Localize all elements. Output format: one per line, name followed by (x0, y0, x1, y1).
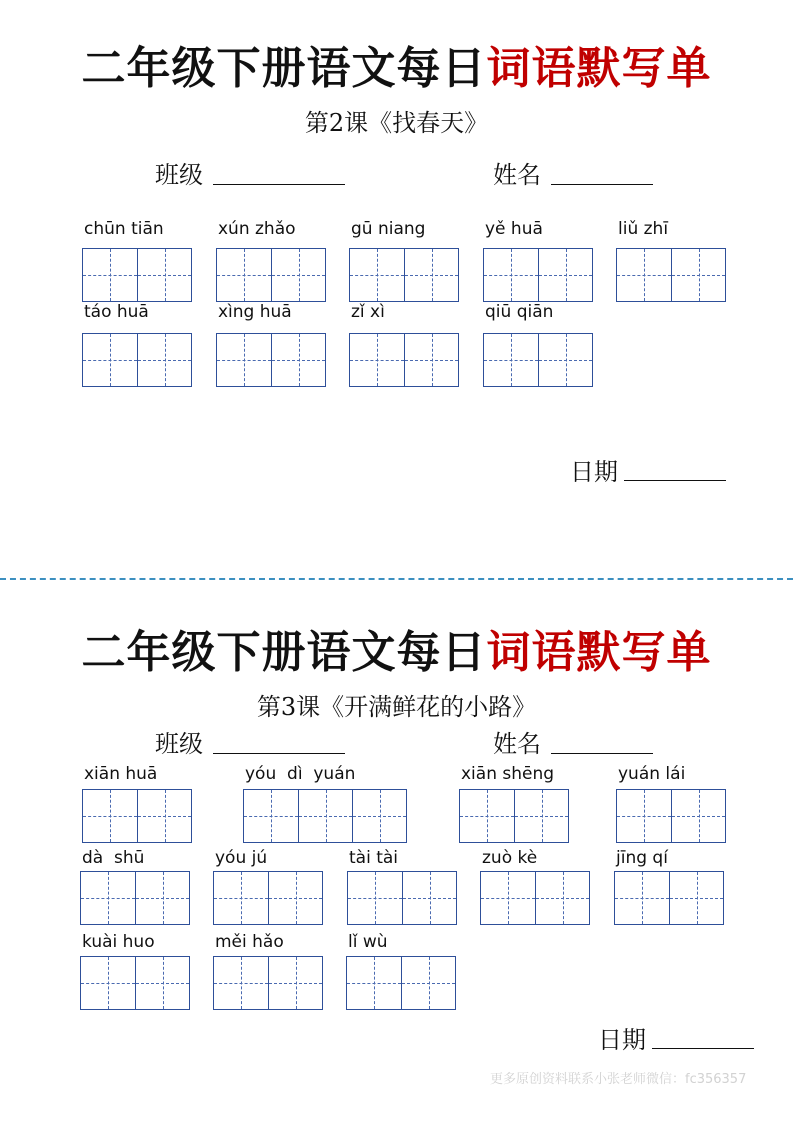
writing-cell[interactable] (135, 957, 189, 1009)
writing-cell[interactable] (538, 249, 592, 301)
writing-cell[interactable] (81, 957, 135, 1009)
pinyin-label: xún zhǎo (218, 219, 296, 239)
writing-cell[interactable] (671, 790, 725, 842)
pinyin-label: lǐ wù (348, 932, 388, 952)
pinyin-label: zuò kè (482, 848, 538, 868)
writing-cell[interactable] (617, 249, 671, 301)
pinyin-label: zǐ xì (351, 302, 385, 322)
writing-cell[interactable] (615, 872, 669, 924)
sheet1-lesson-title: 第2课《找春天》 (304, 109, 489, 137)
writing-cell[interactable] (244, 790, 298, 842)
writing-cell[interactable] (481, 872, 535, 924)
writing-cell[interactable] (350, 334, 404, 386)
writing-cell[interactable] (214, 957, 268, 1009)
tianzige-writing-grid (616, 248, 726, 302)
writing-cell[interactable] (268, 957, 322, 1009)
tianzige-writing-grid (346, 956, 456, 1010)
sheet2-title-black: 二年级下册语文每日 (81, 627, 487, 678)
tianzige-writing-grid (349, 333, 459, 387)
writing-cell[interactable] (298, 790, 352, 842)
pinyin-label: yě huā (485, 219, 543, 239)
tianzige-writing-grid (243, 789, 407, 843)
sheet2-date-label: 日期 (598, 1026, 646, 1054)
writing-cell[interactable] (137, 334, 191, 386)
tianzige-writing-grid (80, 871, 190, 925)
writing-cell[interactable] (137, 790, 191, 842)
writing-cell[interactable] (214, 872, 268, 924)
tianzige-writing-grid (80, 956, 190, 1010)
sheet1-class-blank[interactable] (213, 184, 345, 185)
sheet2-class-blank[interactable] (213, 753, 345, 754)
pinyin-label: yóu jú (215, 848, 268, 868)
tianzige-writing-grid (216, 333, 326, 387)
tianzige-writing-grid (82, 789, 192, 843)
pinyin-label: dà shū (82, 848, 145, 868)
sheet2-date-blank[interactable] (652, 1048, 754, 1049)
writing-cell[interactable] (83, 790, 137, 842)
writing-cell[interactable] (401, 957, 455, 1009)
writing-cell[interactable] (348, 872, 402, 924)
tianzige-writing-grid (82, 248, 192, 302)
tianzige-writing-grid (216, 248, 326, 302)
writing-cell[interactable] (484, 334, 538, 386)
writing-cell[interactable] (350, 249, 404, 301)
pinyin-label: kuài huo (82, 932, 155, 952)
writing-cell[interactable] (617, 790, 671, 842)
writing-cell[interactable] (538, 334, 592, 386)
writing-cell[interactable] (514, 790, 568, 842)
cut-line-separator (0, 578, 793, 580)
pinyin-label: měi hǎo (215, 932, 284, 952)
writing-cell[interactable] (135, 872, 189, 924)
tianzige-writing-grid (213, 956, 323, 1010)
pinyin-label: xiān huā (84, 764, 158, 784)
sheet1-title-red: 词语默写单 (486, 43, 712, 94)
tianzige-writing-grid (82, 333, 192, 387)
sheet1-date-label: 日期 (570, 458, 618, 486)
writing-cell[interactable] (404, 334, 458, 386)
tianzige-writing-grid (616, 789, 726, 843)
pinyin-label: gū niang (351, 219, 426, 239)
tianzige-writing-grid (483, 333, 593, 387)
sheet1-date-blank[interactable] (624, 480, 726, 481)
sheet2-class-label: 班级 (155, 730, 203, 758)
sheet1-class-label: 班级 (155, 161, 203, 189)
tianzige-writing-grid (459, 789, 569, 843)
pinyin-label: tài tài (349, 848, 399, 868)
writing-cell[interactable] (402, 872, 456, 924)
writing-cell[interactable] (137, 249, 191, 301)
pinyin-label: táo huā (84, 302, 149, 322)
writing-cell[interactable] (352, 790, 406, 842)
writing-cell[interactable] (81, 872, 135, 924)
pinyin-label: yuán lái (618, 764, 686, 784)
writing-cell[interactable] (268, 872, 322, 924)
pinyin-label: yóu dì yuán (245, 764, 356, 784)
writing-cell[interactable] (535, 872, 589, 924)
pinyin-label: liǔ zhī (618, 219, 669, 239)
sheet1-title (0, 32, 793, 96)
sheet1-name-label: 姓名 (493, 161, 541, 189)
pinyin-label: xìng huā (218, 302, 292, 322)
writing-cell[interactable] (669, 872, 723, 924)
sheet2-lesson-title: 第3课《开满鲜花的小路》 (256, 693, 537, 721)
tianzige-writing-grid (349, 248, 459, 302)
writing-cell[interactable] (217, 249, 271, 301)
writing-cell[interactable] (671, 249, 725, 301)
writing-cell[interactable] (217, 334, 271, 386)
writing-cell[interactable] (404, 249, 458, 301)
writing-cell[interactable] (484, 249, 538, 301)
watermark: 更多原创资料联系小张老师微信：fc356357 (490, 1072, 747, 1087)
writing-cell[interactable] (460, 790, 514, 842)
writing-cell[interactable] (347, 957, 401, 1009)
pinyin-label: xiān shēng (461, 764, 555, 784)
tianzige-writing-grid (614, 871, 724, 925)
sheet2-title (0, 616, 793, 680)
writing-cell[interactable] (271, 249, 325, 301)
writing-cell[interactable] (271, 334, 325, 386)
sheet1-title-black: 二年级下册语文每日 (81, 43, 487, 94)
writing-cell[interactable] (83, 249, 137, 301)
sheet2-name-label: 姓名 (493, 730, 541, 758)
pinyin-label: jīng qí (616, 848, 668, 868)
sheet2-name-blank[interactable] (551, 753, 653, 754)
tianzige-writing-grid (347, 871, 457, 925)
tianzige-writing-grid (213, 871, 323, 925)
tianzige-writing-grid (483, 248, 593, 302)
pinyin-label: chūn tiān (84, 219, 164, 239)
sheet2-title-red: 词语默写单 (486, 627, 712, 678)
pinyin-label: qiū qiān (485, 302, 554, 322)
sheet1-name-blank[interactable] (551, 184, 653, 185)
tianzige-writing-grid (480, 871, 590, 925)
writing-cell[interactable] (83, 334, 137, 386)
